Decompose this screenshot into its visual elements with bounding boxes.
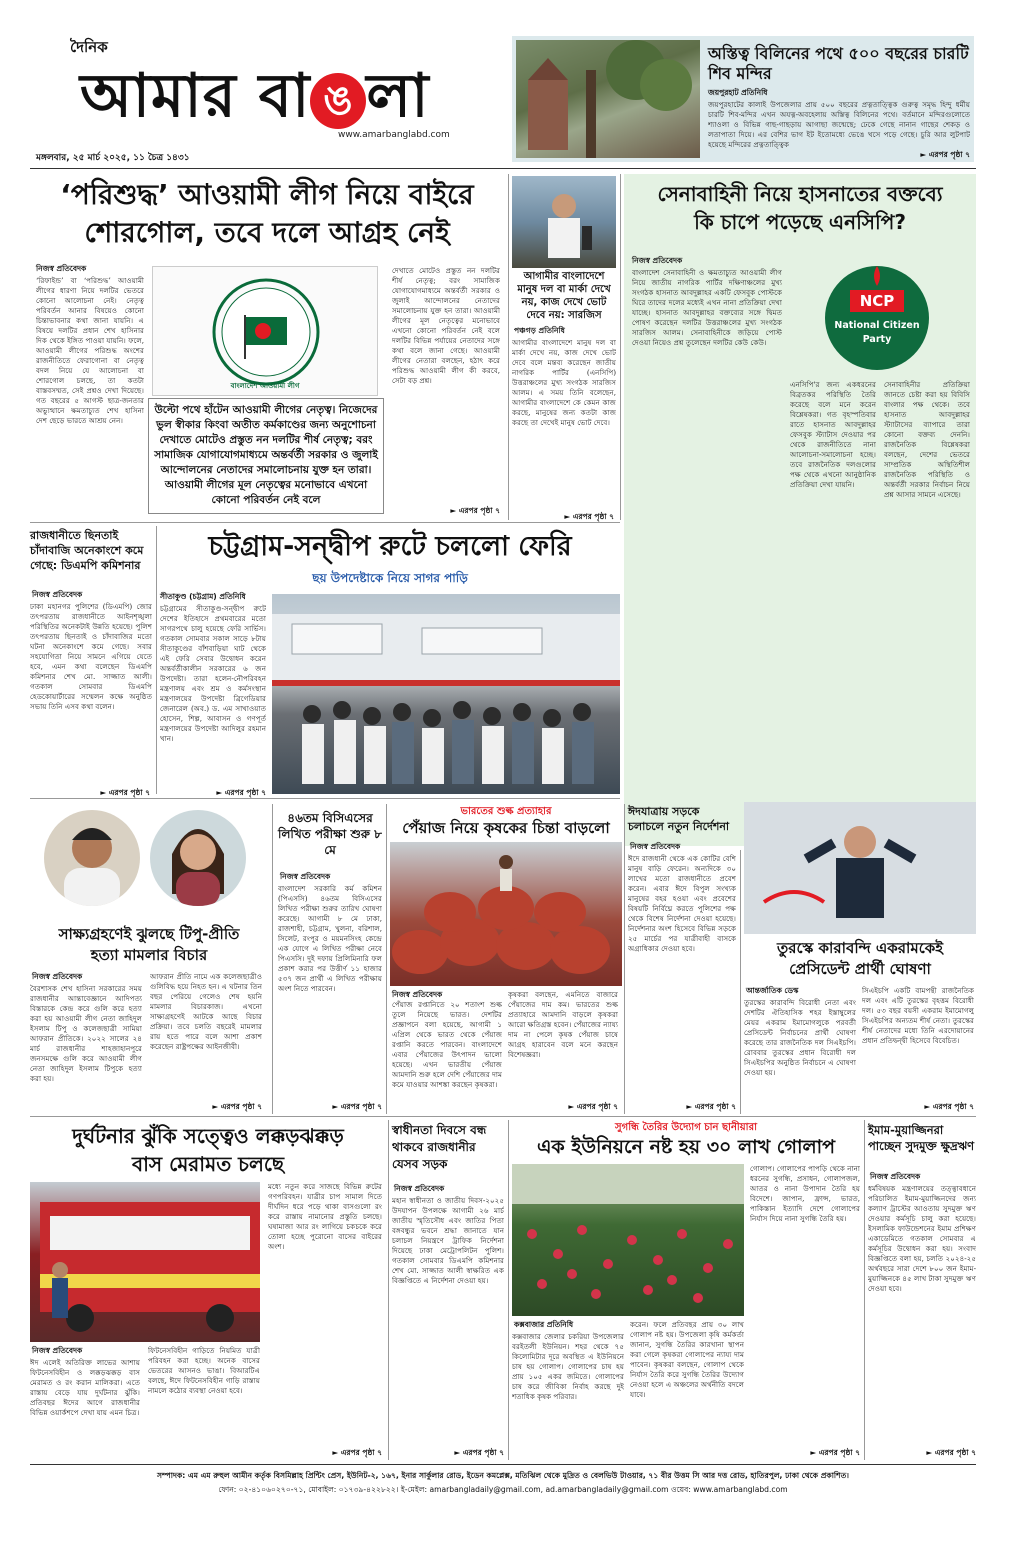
awami-emblem [152, 266, 378, 396]
trial-headline-line2: হত্যা মামলার বিচার [90, 946, 208, 964]
rose-headline[interactable]: এক ইউনিয়নে নষ্ট হয় ৩০ লাখ গোলাপ [536, 1136, 836, 1158]
bcs-continued[interactable]: ► এরপর পৃষ্ঠা ৭ [332, 1102, 382, 1111]
ncp-headline[interactable] [630, 180, 970, 236]
onion-headline[interactable]: পেঁয়াজ নিয়ে কৃষকের চিন্তা বাড়লো [402, 819, 610, 837]
awami-emblem-text: বাংলাদেশ আওয়ামী লীগ [230, 382, 300, 390]
rose-col2: করেন। ফলে প্রতিবছর প্রায় ৩০ লাখ গোলাপ নষ্ট হয়। উপজেলা কৃষি কর্মকর্তা জানান, সুগন্ধি তৈরির কারখানা স্থাপন করা গেলে কৃষকরা গোলাপের ন্যায্য দাম পাবেন। কৃষকরা বলছেন, গোলাপ থেকে নির্যাস তৈরি করে সুগন্ধি তৈরির উদ্যোগ নেওয়া হলে এ অঞ্চলের অর্থনীতি বদলে যাবে। [630, 1320, 744, 1399]
ferry-body: চট্টগ্রামের সীতাকুণ্ড-সন্দ্বীপ রুটে দেশের ইতিহাসে প্রথমবারের মতো সাগরপথে চালু হয়েছে ফেরি সার্ভিস। গতকাল সোমবার সকাল সাড়ে ৮টায় সীতাকুণ্ডের বাঁশবাড়িয়া ঘাট থেকে এই ফেরি সেবার উদ্বোধন করেন অন্তর্বর্তীকালীন সরকারের ৬ জন উপদেষ্টা। তারা হলেন-নৌপরিবহন মন্ত্রণালয় এবং শ্রম ও কর্মসংস্থান মন্ত্রণালয়ের উপদেষ্টা ব্রিগেডিয়ার জেনারেল (অব.) ড. এম সাখাওয়াত হোসেন, শিল্প, আবাসন ও গণপূর্ত মন্ত্রণালয়ের উপদেষ্টা আদিলুর রহমান খান। [160, 604, 266, 743]
lead-pull-quote-box [148, 398, 384, 514]
independence-byline: নিজস্ব প্রতিবেদক [394, 1184, 445, 1193]
lead-col3: দেখাতে মোটেও প্রস্তুত নন দলটির শীর্ষ নেতৃত্ব; বরং সামাজিক যোগাযোগমাধ্যমে অন্তর্বর্তী সরকার ও জুলাই আন্দোলনের নেতাদের সমালোচনায় যুক্ত হন তারা। আওয়ামী লীগের মূল নেতৃত্বের মনোভাবে এখনো কোনো পরিবর্তন নেই বলে দলটির বিভিন্ন পর্যায়ের নেতাদের সঙ্গে কথা বলে জানা গেছে। আওয়ামী লীগের নেতারা বলছেন, হঠাৎ করে পরিশুদ্ধ আওয়ামী লীগ কী করবে, সেটা বড় প্রশ্ন। [392, 266, 500, 385]
lead-headline[interactable] [30, 176, 504, 252]
bus-photo [30, 1182, 260, 1342]
ncp-logo [792, 260, 962, 374]
masthead-title-accent: ঙ [310, 73, 366, 129]
sarjis-byline: পঞ্চগড় প্রতিনিধি [514, 326, 565, 335]
temple-photo-illustration [516, 40, 700, 158]
rose-byline: কক্সবাজার প্রতিনিধি [514, 1320, 574, 1329]
sarjis-caption[interactable]: আগামীর বাংলাদেশে মানুষ দল বা মার্কা দেখে নয়, কাজ দেখে ভোট দেবে নয়: সারজিস [517, 271, 611, 321]
rose-col1: কক্সবাজার জেলার চকরিয়া উপজেলার বরইতলী ইউনিয়ন। শহর থেকে ৭৫ কিলোমিটার দূরে অবস্থিত এ ইউনিয়নে চাষ হয় গোলাপ। গোলাপের চাষ হয় প্রায় ১০৫ একর জমিতে। গোলাপের চাষ করে জীবিকা নির্বাহ করছে দুই শতাধিক কৃষক পরিবার। [512, 1332, 624, 1401]
turkey-headline[interactable] [744, 938, 976, 980]
bus-repair-illustration [30, 1182, 260, 1342]
ferry-continued[interactable]: ► এরপর পৃষ্ঠা ৭ [216, 788, 266, 797]
rose-field-illustration [512, 1164, 744, 1316]
top-feature-byline: জয়পুরহাট প্রতিনিধি [708, 88, 768, 97]
speaker-illustration [512, 176, 616, 268]
masthead [30, 36, 490, 166]
ncp-logo-abbr: NCP [859, 292, 895, 310]
awami-emblem-icon [153, 267, 379, 397]
ncp-logo-name-line2: Party [862, 334, 892, 345]
bcs-byline: নিজস্ব প্রতিবেদক [280, 872, 331, 881]
masthead-website[interactable]: www.amarbanglabd.com [338, 130, 450, 140]
top-feature-continued[interactable]: ► এরপর পৃষ্ঠা ৭ [920, 150, 970, 159]
trial-headline[interactable] [30, 924, 268, 966]
masthead-title-part-a: আমার বা [80, 61, 311, 131]
top-feature-photo [516, 40, 700, 158]
onion-kicker: ভারতের শুল্ক প্রত্যাহার [460, 806, 552, 817]
onion-col2: কৃষকরা বলছেন, এমনিতে বাজারে পেঁয়াজের দাম কম। ভারতের শুল্ক প্রত্যাহারে আমদানি বাড়লে কৃষকরা আরো ক্ষতিগ্রস্ত হবেন। পেঁয়াজের ন্যায্য দাম না পেলে কৃষক পেঁয়াজ চাষে আগ্রহ হারাবেন বলে মনে করছেন বিশেষজ্ঞরা। [508, 990, 618, 1059]
bus-continued[interactable]: ► এরপর পৃষ্ঠা ৭ [332, 1448, 382, 1457]
ncp-col1: বাংলাদেশ সেনাবাহিনী ও ক্ষমতাচ্যুত আওয়ামী লীগ নিয়ে জাতীয় নাগরিক পার্টির দক্ষিণাঞ্চলের মুখ্য সংগঠক হাসনাত আবদুল্লাহর একটি ফেসবুক পোস্টকে ঘিরে তাদের দলের মধ্যেই এখন নানা প্রতিক্রিয়া দেখা যাচ্ছে। হাসনাত আবদুল্লাহর বক্তব্যের সঙ্গে দ্বিমত পোষণ করেছেন দলটির উত্তরাঞ্চলের মুখ্য সংগঠক সারজিস আলম। সেনাবাহিনীকে জড়িয়ে পোস্ট দেওয়া নিয়েও প্রশ্ন তুলেছেন দলটির কেউ কেউ। [632, 268, 782, 347]
top-feature-body: জয়পুরহাটের কালাই উপজেলার প্রায় ৫০০ বছরের প্রত্নতাত্ত্বিক গুরুত্ব সমৃদ্ধ হিন্দু ধর্মীয় চারটি শিব-মন্দির এখন অযত্ন-অবহেলায় অস্তিত্ব বিলিনের পথে। বর্তমানে মন্দিরগুলোতে শ্যাওলা ও বিভিন্ন গাছ-গাছড়ায় আগাছা জন্মেছে; ঢেকে গেছে নানান গাছের শেকড় ও লতাপাতা দিয়ে। এর বেশির ভাগ ইট ইতোমধ্যে ভেঙে খসে পড়ে গেছে। চুরি আর লুটপাট হয়েছে মন্দিরের প্রত্নতাত্ত্বিক [708, 100, 970, 149]
lead-continued[interactable]: ► এরপর পৃষ্ঠা ৭ [450, 506, 500, 515]
lead-headline-line1: ‘পরিশুদ্ধ’ আওয়ামী লীগ নিয়ে বাইরে [60, 178, 474, 211]
eid-road-byline: নিজস্ব প্রতিবেদক [630, 842, 681, 851]
turkey-col2: সিএইচপি একটি বামপন্থী রাজনৈতিক দল এবং এটি তুরস্কের বৃহত্তম বিরোধী দল। ৫৩ বছর বয়সী একরাম ইমামোগলু সিএইচপির অন্যতম শীর্ষ নেতা। তুরস্কের শীর্ষ নেতাদের মধ্যে তিনি এরদোয়ানের প্রধান প্রতিদ্বন্দ্বী হিসেবে বিবেচিত। [862, 986, 974, 1045]
masthead-title-part-c: লা [366, 61, 430, 131]
rose-continued[interactable]: ► এরপর পৃষ্ঠা ৭ [810, 1448, 860, 1457]
eid-road-continued[interactable]: ► এরপর পৃষ্ঠা ৭ [686, 1102, 736, 1111]
rose-kicker: সুগন্ধি তৈরির উদ্যোগ চান ছানীয়ারা [615, 1122, 757, 1133]
rose-photo [512, 1164, 744, 1316]
onion-byline: নিজস্ব প্রতিবেদক [392, 990, 443, 999]
dateline: মঙ্গলবার, ২৫ মার্চ ২০২৫, ১১ চৈত্র ১৪৩১ [36, 153, 190, 163]
trial-headline-line1: সাক্ষ্যগ্রহণেই ঝুলছে টিপু-প্রীতি [58, 925, 240, 943]
turkey-headline-line1: তুরস্কে কারাবন্দি একরামকেই [776, 939, 944, 957]
footer-imprint: সম্পাদক: এম এম রুহুল আমীন কর্তৃক বিসমিল্লাহ প্রিন্টিং প্রেস, ইউনিট-২, ১৬৭, ইনার সার্কুলার রোড, ইডেন কমপ্লেক্স, মতিঝিল থেকে মুদ্রিত ও বেলভিউ টাওয়ার, ৭১ বীর উত্তম সি আর দত্ত রোড, হাতিরপুল, ঢাকা থেকে প্রকাশিত। [156, 1471, 850, 1480]
trial-col1: বৈরশাসক শেখ হাসিনা সরকারের সময় রাজধানীর আন্তাবেজ্ঞানে আদিপত্য বিস্তারকে কেন্দ্র করে গুলি করে হত্যা করা হয় আওয়ামী লীগ নেতা জাহিদুল ইসলাম টিপু ও কলেজছাত্রী সামিয়া আফরান প্রীতিকে। ২০২২ সালের ২৪ মার্চ রাজধানীর শাহজাহানপুরে জনসমক্ষে গুলি করে আওয়ামী লীগ নেতা জাহিদুল ইসলাম টিপুকে হত্যা করা হয়। [30, 984, 142, 1083]
imam-byline: নিজস্ব প্রতিবেদক [870, 1172, 921, 1181]
lead-byline: নিজস্ব প্রতিবেদক [36, 264, 87, 273]
bcs-body: বাংলাদেশ সরকারি কর্ম কমিশন (পিএসসি) ৪৬তম বিসিএসের লিখিত পরীক্ষা শুরুর তারিখ ঘোষণা করেছে। আগামী ৮ মে ঢাকা, রাজশাহী, চট্টগ্রাম, খুলনা, বরিশাল, সিলেট, রংপুর ও ময়মনসিংহ কেন্দ্রে এক যোগে এ লিখিত পরীক্ষা নেবে পিএসসি। দুই দফায় প্রিলিমিনারি ফল প্রকাশ করার পর উত্তীর্ণ ১১ হাজার ৫৩৭ জন প্রার্থী এ লিখিত পরীক্ষায় অংশ নিতে পারবেন। [278, 884, 382, 993]
ferry-headline[interactable]: চট্টগ্রাম-সন্দ্বীপ রুটে চললো ফেরি [208, 531, 572, 562]
eid-road-headline[interactable]: ঈদযাত্রায় সড়কে চলাচলে নতুন নির্দেশনা [628, 805, 730, 833]
imamoglu-illustration [744, 802, 976, 934]
independence-headline[interactable]: স্বাধীনতা দিবসে বন্ধ থাকবে রাজধানীর যেসব সড়ক [392, 1123, 487, 1171]
ncp-headline-line2: কি চাপে পড়েছে এনসিপি? [694, 210, 906, 234]
onion-sacks-illustration [390, 842, 622, 986]
dmp-continued[interactable]: ► এরপর পৃষ্ঠা ৭ [100, 788, 150, 797]
bus-col3: ফিটনেসবিহীন গাড়িতে নিয়মিত যাত্রী পরিবহন করা হচ্ছে। অনেক বাসের ভেতরের আসনও ভাঙা। বিআরটিএ বলছে, ঈদে ফিটনেসবিহীন গাড়ি রাস্তায় নামলে কঠোর ব্যবস্থা নেওয়া হবে। [148, 1346, 260, 1395]
ncp-logo-name-line1: National Citizen [834, 320, 920, 331]
eid-road-body: ঈদে রাজধানী থেকে এক কোটির বেশি মানুষ বাড়ি ফেরেন। অন্যদিকে ৩০ লাখের মতো রাজধানীতে প্রবেশ করেন। এবার ঈদে বিপুল সংখ্যক মানুষের বহর হওয়া এবং প্রবেশের বিষয়টি নির্বিঘ্নে করতে পুলিশের পক্ষ থেকে বিশেষ নির্দেশনা দেওয়া হয়েছে। নির্দেশনার অংশ হিসেবে বিভিন্ন সড়কে ২৫ মার্চের পর যাত্রীবাহী বাসকে অগ্রাধিকার দেওয়া হবে। [628, 854, 736, 953]
bus-byline: নিজস্ব প্রতিবেদক [32, 1346, 83, 1355]
lead-col1: ‘রিফাইন্ড’ বা ‘পরিশুদ্ধ’ আওয়ামী লীগের ধারণা নিয়ে দলটির ভেতরে কোনো আলোচনা নেই। নেতৃত্ব পরিবর্তন আনার বিষয়েও কোনো চিন্তাভাবনার কথা জানা যায়নি। এ বিষয়ে দলটির প্রধান শেখ হাসিনার দিক থেকে ইঙ্গিত পাওয়া যায়নি। ফলে, আওয়ামী লীগের পরিশুদ্ধ অংশের রাজনীতিতে ফেরাগোনা বা নেতৃত্ব বদল নিয়ে যে আলোচনা বা শোরগোল চলছে, তা কতটা বাস্তবসম্মত, সেই প্রশ্নও দেখা দিয়েছে। গত বছরের ৫ আগস্ট ছাত্র-জনতার অভ্যুত্থানে ক্ষমতাচ্যুত শেখ হাসিনা দেশ ছেড়ে ভারতে আশ্রয় নেন। [36, 276, 144, 425]
bus-headline-line2: বাস মেরামত চলছে [131, 1152, 285, 1176]
ncp-byline: নিজস্ব প্রতিবেদক [632, 256, 683, 265]
bus-col1: ঈদ এলেই অতিরিক্ত লাভের আশায় ফিটনেসবিহীন ও লক্কড়ঝক্কড় বাস মেরামত ও রং করান মালিকরা। এতে রাস্তায় বেড়ে যায় দুর্ঘটনার ঝুঁকি। প্রতিবছর ঈদের আগে রাজধানীর বিভিন্ন ওয়ার্কশপে দেখা যায় এমন চিত্র। [30, 1358, 140, 1417]
masthead-small-label: দৈনিক [70, 38, 108, 56]
ferry-crowd-illustration [272, 594, 620, 794]
sarjis-body: আগামীর বাংলাদেশে মানুষ দল বা মার্কা দেখে নয়, কাজ দেখে ভোট দেবে বলে মন্তব্য করেছেন জাতীয় নাগরিক পার্টির (এনসিপি) উত্তরাঞ্চলের মুখ্য সংগঠক সারজিস আলম। এ সময় তিনি বলেছেন, আগামীর বাংলাদেশে কে কেমন কাজ করছে, মানুষের জন্য কতটা কাজ করছে তা দেখেই মানুষ ভোট দেবে। [512, 338, 616, 427]
ncp-logo-icon [792, 260, 962, 374]
top-feature-box [512, 36, 974, 162]
rose-col3: গোলাপ। গোলাপের পাপড়ি থেকে নানা ধরনের সুগন্ধি, প্রসাধন, গোলাপজল, আতর ও নানা উপাদান তৈরি হয় বিদেশে। জাপান, ফ্রান্স, ভারত, পাকিস্তান ইত্যাদি দেশে গোলাপের নির্যাস দিয়ে নানা সুগন্ধি তৈরি হয়। [750, 1164, 860, 1223]
onion-col1: পেঁয়াজ রপ্তানিতে ২০ শতাংশ শুল্ক তুলে নিয়েছে ভারত। দেশটির প্রজ্ঞাপনে বলা হয়েছে, আগামী ১ এপ্রিল থেকে ভারত থেকে পেঁয়াজ রপ্তানি করতে পারবেন। বাংলাদেশে এবার পেঁয়াজের উৎপাদন ভালো হয়েছে। এখন ভারতীয় পেঁয়াজ আমদানি শুরু হলে দেশি পেঁয়াজের দাম কমে যাওয়ার আশঙ্কা করছেন কৃষকরা। [392, 1000, 502, 1089]
dmp-headline[interactable]: রাজধানীতে ছিনতাই চাঁদাবাজি অনেকাংশে কমে গেছে: ডিএমপি কমিশনার [30, 529, 144, 572]
sarjis-photo [512, 176, 616, 268]
dmp-byline: নিজস্ব প্রতিবেদক [32, 590, 83, 599]
ncp-story-box [624, 174, 976, 846]
preeti-portrait-illustration [150, 810, 246, 906]
preeti-portrait [150, 810, 246, 906]
ncp-col2: এনসিপি'র জন্য একধরনের বিব্রতকর পরিস্থিতি তৈরি করেছে বলে মনে করেন বিশ্লেষকরা। গত বৃহস্পতিবার রাতে হাসনাত আবদুল্লাহর ফেসবুক স্ট্যাটাস দেওয়ার পর থেকে রাজনীতিতে নানা আলোচনা-সমালোচনা হচ্ছে। তবে রাজনৈতিক দলগুলোর পক্ষ থেকে এখনো আনুষ্ঠানিক প্রতিক্রিয়া দেখা যায়নি। [790, 380, 876, 489]
bus-headline-line1: দুর্ঘটনার ঝুঁকি সত্ত্বেও লক্কড়ঝক্কড় [72, 1124, 344, 1148]
ferry-photo [272, 594, 620, 794]
ferry-byline: সীতাকুণ্ড (চট্টগ্রাম) প্রতিনিধি [160, 592, 246, 601]
bus-col2: মধ্যে নতুন করে সাজছে বিভিন্ন রুটের গণপরিবহন। যাত্রীর চাপ সামাল দিতে দীর্ঘদিন ধরে পড়ে থাকা বাসগুলো রং করে রাস্তায় নামানোর প্রস্তুতি চলছে। ঘষামাজা আর রং লাগিয়ে চকচকে করে তোলা হচ্ছে পুরোনো বাসের বাইরের অংশ। [268, 1182, 382, 1251]
sarjis-continued[interactable]: ► এরপর পৃষ্ঠা ৭ [564, 512, 614, 521]
ncp-headline-line1: সেনাবাহিনী নিয়ে হাসনাতের বক্তব্যে [657, 182, 943, 206]
turkey-headline-line2: প্রেসিডেন্ট প্রার্থী ঘোষণা [789, 960, 931, 978]
turkey-byline: আন্তর্জাতিক ডেস্ক [746, 986, 799, 995]
dmp-body: ঢাকা মহানগর পুলিশের (ডিএমপি) জোর তৎপরতায় রাজধানীতে আইনশৃঙ্খলা পরিস্থিতির অনেকটাই উন্নতি হয়েছে। পুলিশ তৎপরতায় ছিনতাই ও চাঁদাবাজির মতো ঘটনা অনেকাংশে কমে গেছে। সবার সহযোগিতা নিয়ে সামনে এগিয়ে যেতে হবে, এমন কথা বলেছেন ডিএমপি কমিশনার শেখ মো. সাজ্জাত আলী। গতকাল সোমবার ডিএমপি হেডকোয়ার্টারের সম্মেলন কক্ষে অনুষ্ঠিত সভায় তিনি এসব কথা বলেন। [30, 602, 152, 711]
turkey-col1: তুরস্কের কারাবন্দি বিরোধী নেতা এবং দেশটির ঐতিহাসিক শহর ইস্তাম্বুলের মেয়র একরাম ইমামোগলুকে পরবর্তী প্রেসিডেন্ট নির্বাচনের প্রার্থী ঘোষণা করেছে তার রাজনৈতিক দল সিএইচপি। রোববার তুরস্কের প্রধান বিরোধী দল সিএইচপির অনুষ্ঠিত নির্বাচনে এ ঘোষণা দেওয়া হয়। [744, 998, 856, 1077]
bus-headline[interactable] [30, 1122, 386, 1178]
tipu-portrait-illustration [44, 810, 140, 906]
lead-pull-quote: উল্টো পথে হাঁটেন আওয়ামী লীগের নেতৃত্ব। নিজেদের ভুল স্বীকার কিংবা অতীত কর্মকাণ্ডের জন্য অনুশোচনা দেখাতে মোটেও প্রস্তুত নন দলটির শীর্ষ নেতৃত্ব; বরং সামাজিক যোগাযোগমাধ্যমে অন্তর্বর্তী সরকার ও জুলাই আন্দোলনের নেতাদের সমালোচনায় যুক্ত হন তারা। আওয়ামী লীগের মূল নেতৃত্বের মনোভাবে এখনো কোনো পরিবর্তন নেই বলে [154, 404, 378, 506]
ferry-subhead: ছয় উপদেষ্টাকে নিয়ে সাগর পাড়ি [312, 571, 468, 585]
imam-headline[interactable]: ইমাম-মুয়াজ্জিনরা পাচ্ছেন সুদমুক্ত ক্ষুদ্রঋণ [868, 1123, 975, 1153]
imam-body: ধর্মবিষয়ক মন্ত্রণালয়ের তত্ত্বাবধানে পরিচালিত ইমাম-মুয়াজ্জিনদের জন্য কল্যাণ ট্রাস্টের আওতায় সুদমুক্ত ঋণ দেওয়ার কর্মসূচি চালু করা হয়েছে। ইসলামিক ফাউন্ডেশনের ইমাম প্রশিক্ষণ একাডেমিতে গতকাল সোমবার এ কর্মসূচির উদ্বোধন করা হয়। সংবাদ বিজ্ঞপ্তিতে বলা হয়, চলতি ২০২৪-২৫ অর্থবছরে সারা দেশে ৮০০ জন ইমাম-মুয়াজ্জিনকে ৪৫ লাখ টাকা সুদমুক্ত ঋণ দেওয়া হবে। [868, 1184, 976, 1293]
footer-contact[interactable]: ফোন: ০২-৪১০৬০২৭০-৭১, মোবাইল: ০১৭৩৯-৪২২৮২২। ই-মেইল: amarbangladaily@gmail.com, ad.amarbangladaily@gmail.com ওয়েব: www.amarbanglabd.com [218, 1485, 788, 1494]
lead-headline-line2: শোরগোল, তবে দলে আগ্রহ নেই [84, 216, 450, 249]
ncp-col3: সেনাবাহিনীর প্রতিক্রিয়া জানতে চেষ্টা করা হয় বিবিসি বাংলার পক্ষ থেকে। তবে হাসনাত আবদুল্লাহর স্ট্যাটাসের ব্যাপারে তারা কোনো বক্তব্য দেননি। রাজনৈতিক বিশ্লেষকরা বলছেন, দেশের ভেতরে সাম্প্রতিক অস্থিতিশীল রাজনৈতিক পরিস্থিতি ও অন্তর্বর্তী সরকার নির্বাচন নিয়ে প্রশ্ন আসার সামনে এসেছে। [884, 380, 970, 499]
imamoglu-photo [744, 802, 976, 934]
onion-continued[interactable]: ► এরপর পৃষ্ঠা ৭ [568, 1102, 618, 1111]
trial-continued[interactable]: ► এরপর পৃষ্ঠা ৭ [212, 1102, 262, 1111]
independence-continued[interactable]: ► এরপর পৃষ্ঠা ৭ [454, 1448, 504, 1457]
independence-body: মহান স্বাধীনতা ও জাতীয় দিবস-২০২৫ উদযাপন উপলক্ষে আগামী ২৬ মার্চ জাতীয় স্মৃতিসৌধ এবং জাতির পিতা বঙ্গবন্ধুর ভবনে শ্রদ্ধা জানাতে যান চলাচল নিয়ন্ত্রণে ট্রাফিক নির্দেশনা দিয়েছে ঢাকা মেট্রোপলিটন পুলিশ। গতকাল সোমবার ডিএমপি কমিশনার শেখ মো. সাজ্জাত আলী স্বাক্ষরিত এক বিজ্ঞপ্তিতে এ নির্দেশনা দেওয়া হয়। [392, 1196, 504, 1285]
turkey-continued[interactable]: ► এরপর পৃষ্ঠা ৭ [924, 1102, 974, 1111]
top-feature-headline[interactable]: অস্তিত্ব বিলিনের পথে ৫০০ বছরের চারটি শিব মন্দির [708, 44, 969, 83]
tipu-portrait [44, 810, 140, 906]
bcs-headline[interactable]: ৪৬তম বিসিএসের লিখিত পরীক্ষা শুরু ৮ মে [278, 811, 382, 857]
trial-col2: আফরান প্রীতি নামে এক কলেজছাত্রীও গুলিবিদ্ধ হয়ে নিহত হন। এ ঘটনার তিন বছর পেরিয়ে গেলেও শেষ হয়নি মামলার বিচারকাজ। এখনো সাক্ষ্যগ্রহণেই আটকে আছে বিচার প্রক্রিয়া। তবে চলতি বছরেই মামলার রায় হতে পারে বলে আশা প্রকাশ করেছেন রাষ্ট্রপক্ষের আইনজীবী। [150, 972, 262, 1051]
onion-photo [390, 842, 622, 986]
imam-continued[interactable]: ► এরপর পৃষ্ঠা ৭ [926, 1448, 976, 1457]
trial-byline: নিজস্ব প্রতিবেদক [32, 972, 83, 981]
